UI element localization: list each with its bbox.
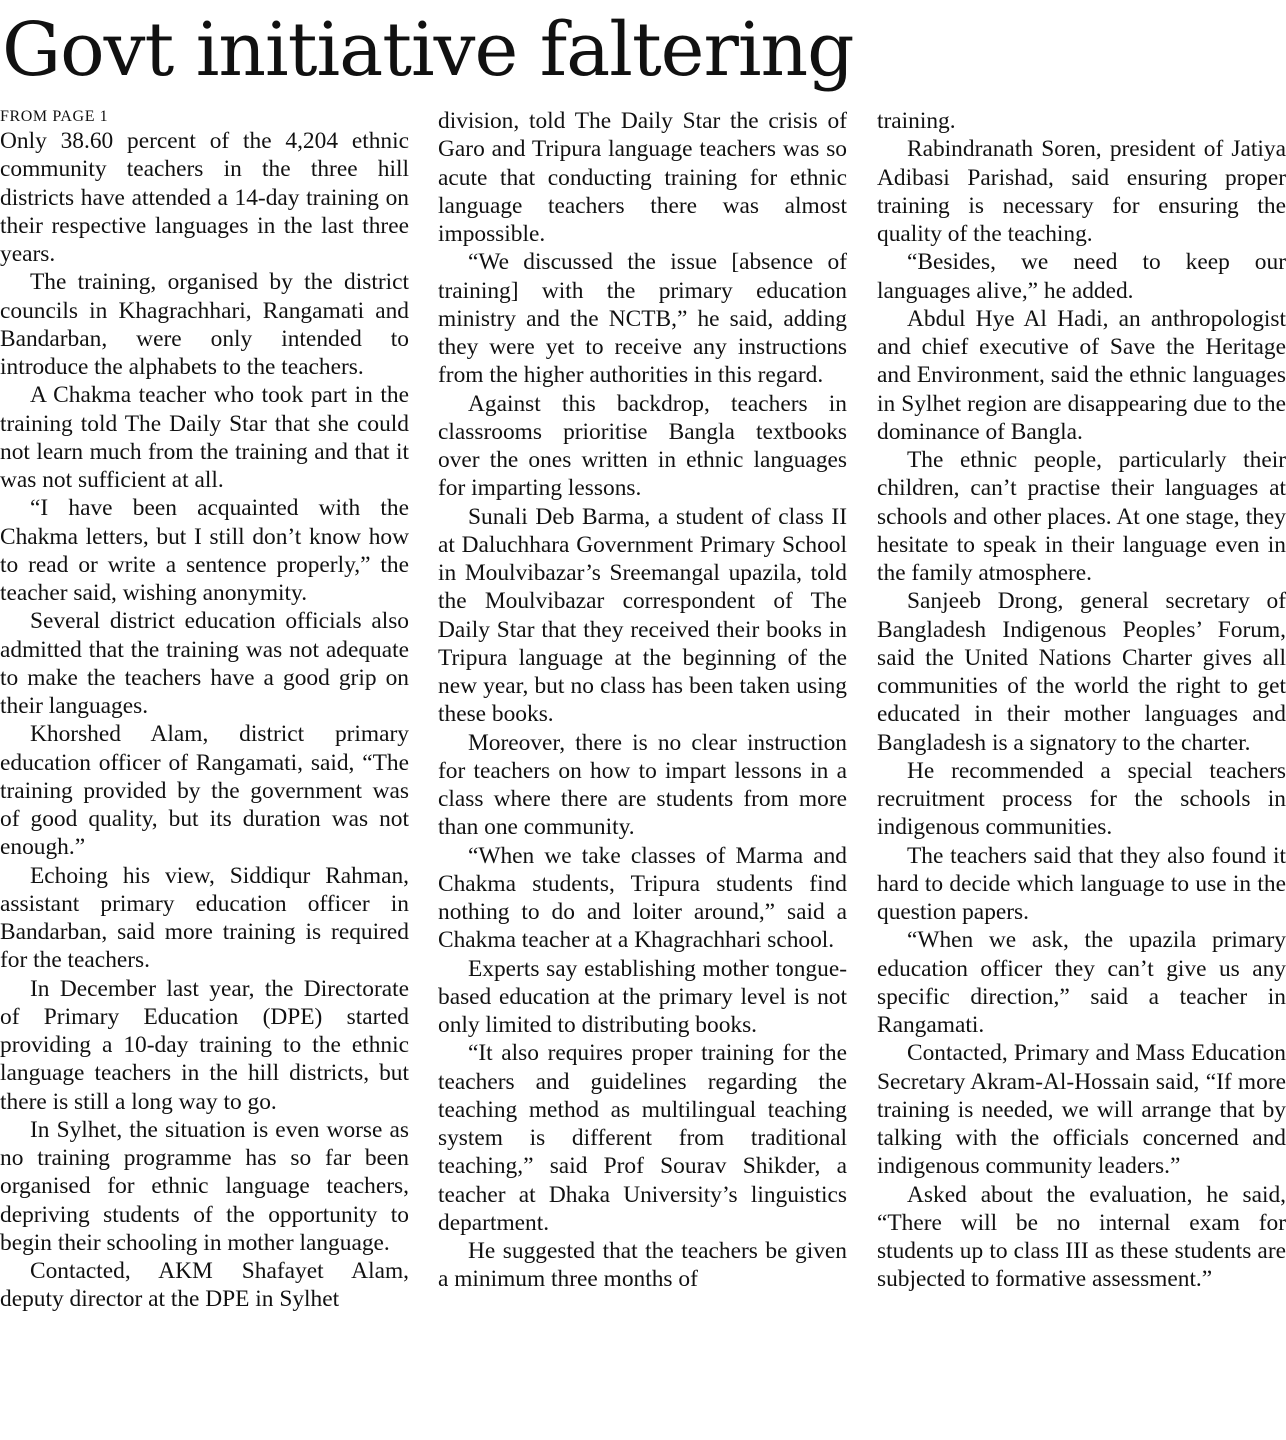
paragraph: Sunali Deb Barma, a student of class II at Daluchhara Government Primary School in Moulvibazar’s Sreemangal upazila, told the Moulvibazar correspondent of The Daily Star that they received their books in Tripura language at the beginning of the new year, but no class has been taken using these books. [438,503,847,728]
paragraph: The training, organised by the district councils in Khagrachhari, Rangamati and Bandarban, were only intended to introduce the alphabets to the teachers. [0,269,409,380]
paragraph: “We discussed the issue [absence of training] with the primary education ministry and the NCTB,” he said, adding they were yet to receive any instructions from the higher authorities in this regard. [438,249,847,389]
paragraph: “I have been acquainted with the Chakma letters, but I still don’t know how to read or write a sentence properly,” the teacher said, wishing anonymity. [0,495,409,606]
paragraph: Khorshed Alam, district primary education officer of Rangamati, said, “The training provided by the government was of good quality, but its duration was not enough.” [0,721,409,861]
paragraph: Experts say establishing mother tongue-based education at the primary level is not only limited to distributing books. [438,955,847,1038]
paragraph: Asked about the evaluation, he said, “There will be no internal exam for students up to class III as these students are subjected to formative assessment.” [877,1181,1286,1293]
jump-line: FROM PAGE 1 [0,108,109,125]
paragraph: In December last year, the Directorate of Primary Education (DPE) started providing a 10-day training to the ethnic language teachers in the hill districts, but there is still a long way to go. [0,975,409,1115]
headline: Govt initiative faltering [2,7,854,93]
paragraph: “It also requires proper training for the teachers and guidelines regarding the teaching method as multilingual teaching system is different from traditional teaching,” said Prof Sourav Shikder, a teacher at Dhaka University’s linguistics department. [438,1040,847,1236]
paragraph: A Chakma teacher who took part in the training told The Daily Star that she could not learn much from the training and that it was not sufficient at all. [0,382,409,493]
paragraph: Moreover, there is no clear instruction for teachers on how to impart lessons in a class where there are students from more than one community. [438,729,847,841]
paragraph: Only 38.60 percent of the 4,204 ethnic community teachers in the three hill districts have attended a 14-day training on their respective languages in the last three years. [0,128,409,267]
paragraph: “When we ask, the upazila primary education officer they can’t give us any specific direction,” said a teacher in Rangamati. [877,927,1286,1038]
paragraph: Abdul Hye Al Hadi, an anthropologist and chief executive of Save the Heritage and Environment, said the ethnic languages in Sylhet region are disappearing due to the dominance of Bangla. [877,305,1286,445]
paragraph-continued: training. [877,108,956,134]
paragraph: Contacted, AKM Shafayet Alam, deputy director at the DPE in Sylhet [0,1258,409,1313]
paragraph: Against this backdrop, teachers in classrooms prioritise Bangla textbooks over the ones written in ethnic languages for imparting lessons. [438,390,847,502]
paragraph: In Sylhet, the situation is even worse as no training programme has so far been organised for ethnic language teachers, depriving students of the opportunity to begin their schooling in mother language. [0,1116,409,1256]
paragraph-continued: division, told The Daily Star the crisis of Garo and Tripura language teachers was so acute that conducting training for ethnic language teachers there was almost impossible. [438,108,847,247]
article-column-3 [877,106,1286,1440]
paragraph: “Besides, we need to keep our languages alive,” he added. [877,249,1286,304]
paragraph: He suggested that the teachers be given a minimum three months of [438,1238,847,1293]
paragraph: Contacted, Primary and Mass Education Secretary Akram-Al-Hossain said, “If more training is needed, we will arrange that by talking with the officials concerned and indigenous community leaders.” [877,1040,1286,1180]
paragraph: Several district education officials also admitted that the training was not adequate to make the teachers have a good grip on their languages. [0,608,409,719]
paragraph: Sanjeeb Drong, general secretary of Bangladesh Indigenous Peoples’ Forum, said the United Nations Charter gives all communities of the world the right to get educated in their mother languages and Bangladesh is a signatory to the charter. [877,588,1286,756]
paragraph: Rabindranath Soren, president of Jatiya Adibasi Parishad, said ensuring proper training is necessary for ensuring the quality of the teaching. [877,136,1286,247]
paragraph: The ethnic people, particularly their children, can’t practise their languages at schools and other places. At one stage, they hesitate to speak in their language even in the family atmosphere. [877,447,1286,586]
article-column-2 [438,106,847,1440]
paragraph: Echoing his view, Siddiqur Rahman, assistant primary education officer in Bandarban, said more training is required for the teachers. [0,862,409,974]
paragraph: He recommended a special teachers recruitment process for the schools in indigenous communities. [877,757,1286,841]
article-column-1 [0,106,409,1440]
paragraph: “When we take classes of Marma and Chakma students, Tripura students find nothing to do and loiter around,” said a Chakma teacher at a Khagrachhari school. [438,842,847,954]
paragraph: The teachers said that they also found it hard to decide which language to use in the question papers. [877,842,1286,925]
